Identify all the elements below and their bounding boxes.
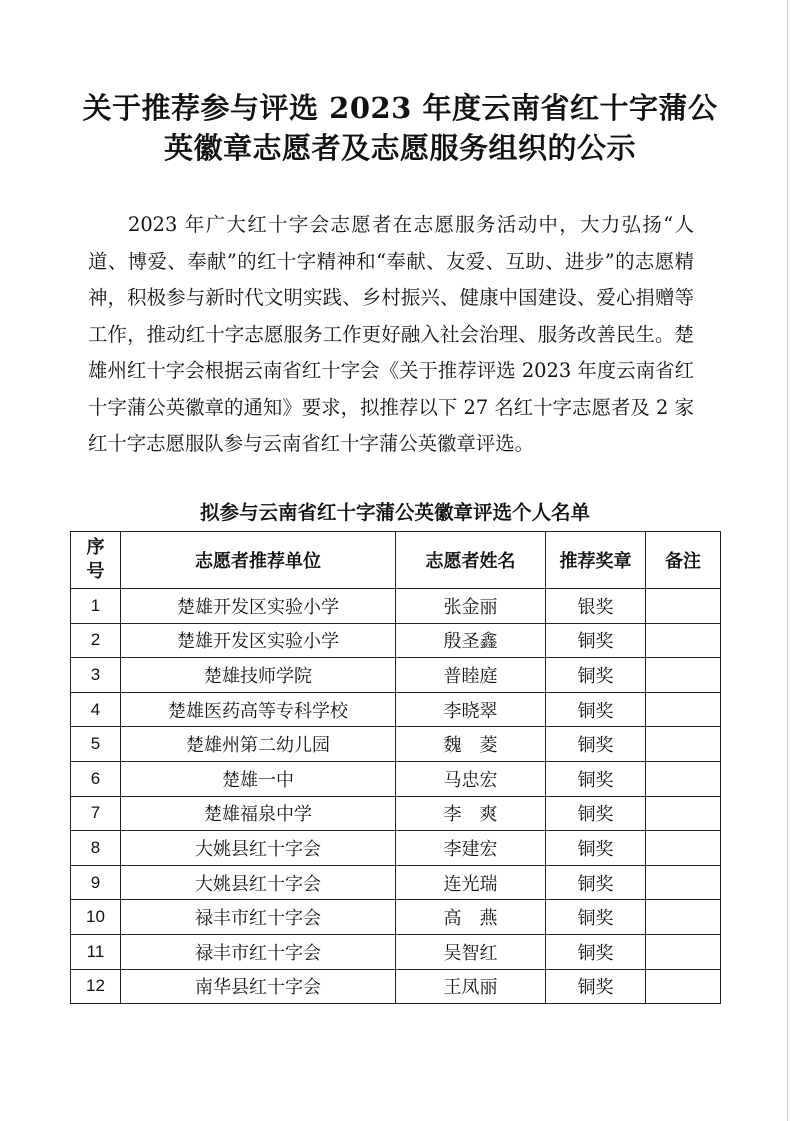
cell-award: 铜奖 (546, 831, 646, 866)
cell-award: 铜奖 (546, 969, 646, 1004)
cell-name: 吴智红 (396, 934, 546, 969)
table-header-row (71, 532, 721, 589)
cell-seq: 6 (71, 761, 121, 796)
header-award: 推荐奖章 (546, 532, 646, 589)
cell-award: 铜奖 (546, 658, 646, 693)
cell-seq: 7 (71, 796, 121, 831)
cell-unit: 楚雄开发区实验小学 (121, 623, 396, 658)
header-seq-bottom: 号 (86, 561, 105, 582)
table-row (71, 831, 721, 866)
cell-seq: 12 (71, 969, 121, 1004)
cell-seq: 8 (71, 831, 121, 866)
cell-seq: 9 (71, 865, 121, 900)
cell-name: 高 燕 (396, 900, 546, 935)
header-seq-top: 序 (86, 537, 105, 558)
cell-seq: 3 (71, 658, 121, 693)
table-row (71, 796, 721, 831)
header-name: 志愿者姓名 (396, 532, 546, 589)
cell-unit: 禄丰市红十字会 (121, 934, 396, 969)
cell-seq: 11 (71, 934, 121, 969)
cell-unit: 楚雄技师学院 (121, 658, 396, 693)
document-title-line-2: 英徽章志愿者及志愿服务组织的公示 (163, 131, 636, 165)
table-row (71, 658, 721, 693)
cell-note (646, 658, 721, 693)
cell-unit: 楚雄福泉中学 (121, 796, 396, 831)
cell-award: 铜奖 (546, 865, 646, 900)
cell-note (646, 900, 721, 935)
header-note: 备注 (646, 532, 721, 589)
table-row (71, 623, 721, 658)
header-unit: 志愿者推荐单位 (121, 532, 396, 589)
cell-name: 李 爽 (396, 796, 546, 831)
cell-name: 马忠宏 (396, 761, 546, 796)
cell-unit: 楚雄医药高等专科学校 (121, 692, 396, 727)
cell-award: 铜奖 (546, 692, 646, 727)
cell-unit: 楚雄开发区实验小学 (121, 589, 396, 624)
cell-name: 李建宏 (396, 831, 546, 866)
announcement-paragraph: 2023 年广大红十字会志愿者在志愿服务活动中，大力弘扬“人道、博爱、奉献”的红十字精神和“奉献、友爱、互助、进步”的志愿精神，积极参与新时代文明实践、乡村振兴、健康中国建设、爱心捐赠等工作，推动红十字志愿服务工作更好融入社会治理、服务改善民生。楚雄州红十字会根据云南省红十字会《关于推荐评选 2023 年度云南省红十字蒲公英徽章的通知》要求，拟推荐以下 27 名红十字志愿者及 2 家红十字志愿服队参与云南省红十字蒲公英徽章评选。 (88, 213, 694, 455)
cell-name: 张金丽 (396, 589, 546, 624)
cell-award: 铜奖 (546, 796, 646, 831)
cell-unit: 大姚县红十字会 (121, 865, 396, 900)
cell-unit: 南华县红十字会 (121, 969, 396, 1004)
table-row (71, 969, 721, 1004)
cell-name: 王凤丽 (396, 969, 546, 1004)
cell-award: 铜奖 (546, 761, 646, 796)
cell-award: 银奖 (546, 589, 646, 624)
cell-seq: 5 (71, 727, 121, 762)
cell-unit: 楚雄州第二幼儿园 (121, 727, 396, 762)
cell-seq: 2 (71, 623, 121, 658)
cell-name: 李晓翠 (396, 692, 546, 727)
cell-name: 普睦庭 (396, 658, 546, 693)
table-row (71, 692, 721, 727)
cell-award: 铜奖 (546, 934, 646, 969)
cell-seq: 4 (71, 692, 121, 727)
table-row (71, 900, 721, 935)
table-title: 拟参与云南省红十字蒲公英徽章评选个人名单 (199, 501, 590, 524)
cell-name: 魏 菱 (396, 727, 546, 762)
cell-award: 铜奖 (546, 900, 646, 935)
table-row (71, 934, 721, 969)
cell-note (646, 934, 721, 969)
header-seq (71, 532, 121, 589)
cell-note (646, 727, 721, 762)
cell-award: 铜奖 (546, 623, 646, 658)
cell-name: 连光瑞 (396, 865, 546, 900)
table-row (71, 761, 721, 796)
document-title (60, 88, 740, 168)
nominee-table (70, 531, 721, 1004)
announcement-body (88, 207, 694, 463)
cell-award: 铜奖 (546, 727, 646, 762)
cell-note (646, 969, 721, 1004)
cell-seq: 1 (71, 589, 121, 624)
cell-name: 殷圣鑫 (396, 623, 546, 658)
scan-edge-line (787, 0, 788, 1121)
table-row (71, 589, 721, 624)
cell-note (646, 865, 721, 900)
cell-note (646, 692, 721, 727)
cell-note (646, 761, 721, 796)
document-title-line-1: 关于推荐参与评选 2023 年度云南省红十字蒲公 (82, 91, 718, 125)
cell-note (646, 831, 721, 866)
cell-unit: 禄丰市红十字会 (121, 900, 396, 935)
cell-note (646, 589, 721, 624)
table-row (71, 865, 721, 900)
table-row (71, 727, 721, 762)
cell-note (646, 796, 721, 831)
cell-note (646, 623, 721, 658)
cell-unit: 楚雄一中 (121, 761, 396, 796)
cell-seq: 10 (71, 900, 121, 935)
cell-unit: 大姚县红十字会 (121, 831, 396, 866)
